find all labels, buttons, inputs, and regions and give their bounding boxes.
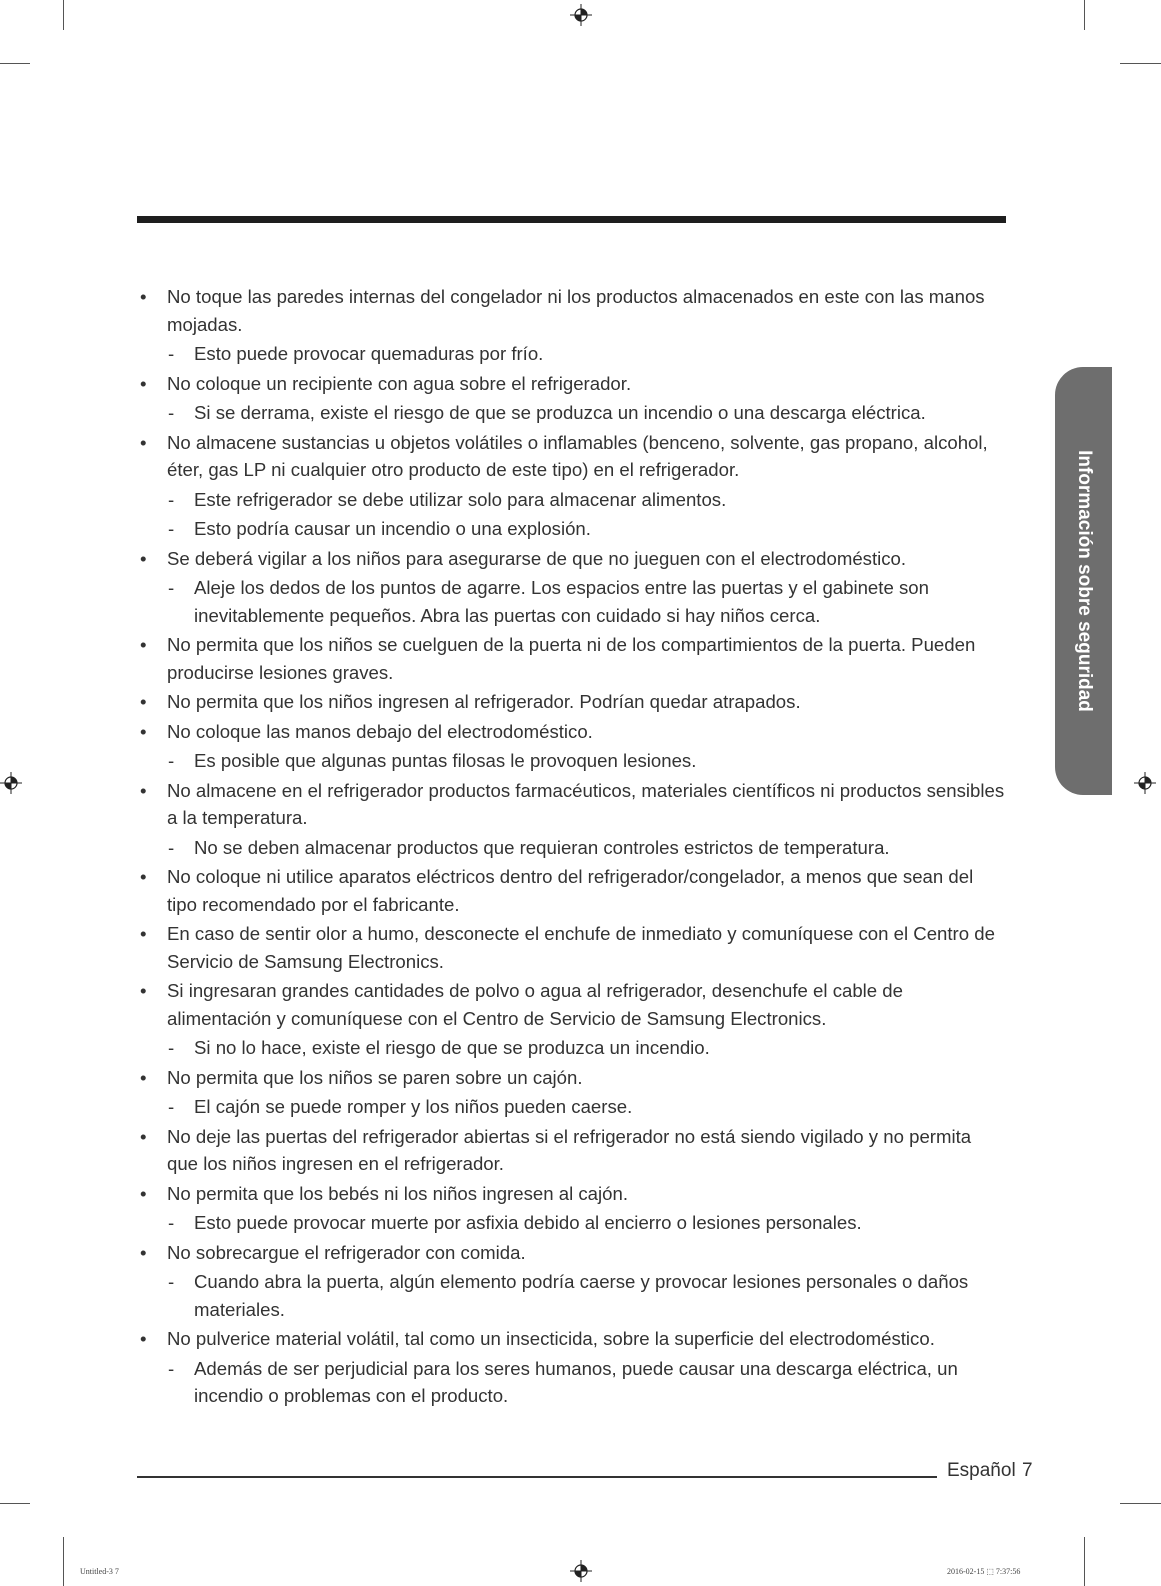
footer-rule — [137, 1476, 937, 1478]
bullet-item: • No deje las puertas del refrigerador abiertas si el refrigerador no está siendo vigilado y no permita que los niños ingresen en el refrigerador. — [137, 1123, 1007, 1178]
bullet-item: • Se deberá vigilar a los niños para asegurarse de que no jueguen con el electrodoméstico. — [137, 545, 1007, 573]
crop-mark — [1120, 1503, 1161, 1504]
safety-list — [137, 283, 1007, 1410]
sub-item: - No se deben almacenar productos que requieran controles estrictos de temperatura. — [137, 834, 1007, 862]
crop-mark — [1120, 63, 1161, 64]
sub-item: - Además de ser perjudicial para los seres humanos, puede causar una descarga eléctrica, un incendio o problemas con el producto. — [137, 1355, 1007, 1410]
bullet-item: • No permita que los niños se cuelguen de la puerta ni de los compartimientos de la puerta. Pueden producirse lesiones graves. — [137, 631, 1007, 686]
sub-item: - Este refrigerador se debe utilizar solo para almacenar alimentos. — [137, 486, 1007, 514]
print-slug-file: Untitled-3 7 — [80, 1567, 119, 1576]
bullet-item: • No almacene en el refrigerador productos farmacéuticos, materiales científicos ni productos sensibles a la temperatura. — [137, 777, 1007, 832]
registration-mark-icon — [570, 1560, 592, 1582]
print-slug-timestamp: 2016-02-15 ⬚ 7:37:56 — [947, 1567, 1021, 1576]
bullet-item: • No coloque ni utilice aparatos eléctricos dentro del refrigerador/congelador, a menos que sean del tipo recomendado por el fabricante. — [137, 863, 1007, 918]
footer-language: Español — [947, 1460, 1016, 1481]
registration-mark-icon — [570, 4, 592, 26]
registration-mark-icon — [0, 772, 22, 794]
crop-mark — [1084, 1537, 1085, 1586]
crop-mark — [63, 1537, 64, 1586]
sub-item: - Esto podría causar un incendio o una explosión. — [137, 515, 1007, 543]
crop-mark — [63, 0, 64, 30]
page-number: 7 — [1022, 1460, 1033, 1481]
sub-item: - Cuando abra la puerta, algún elemento podría caerse y provocar lesiones personales o daños materiales. — [137, 1268, 1007, 1323]
bullet-item: • No permita que los niños se paren sobre un cajón. — [137, 1064, 1007, 1092]
bullet-item: • No permita que los bebés ni los niños ingresen al cajón. — [137, 1180, 1007, 1208]
registration-mark-icon — [1134, 772, 1156, 794]
sub-item: - Esto puede provocar muerte por asfixia debido al encierro o lesiones personales. — [137, 1209, 1007, 1237]
bullet-item: • No coloque las manos debajo del electrodoméstico. — [137, 718, 1007, 746]
bullet-item: • Si ingresaran grandes cantidades de polvo o agua al refrigerador, desenchufe el cable de alimentación y comuníquese con el Centro de Servicio de Samsung Electronics. — [137, 977, 1007, 1032]
bullet-item: • No almacene sustancias u objetos volátiles o inflamables (benceno, solvente, gas propano, alcohol, éter, gas LP ni cualquier otro producto de este tipo) en el refrigerador. — [137, 429, 1007, 484]
bullet-item: • No coloque un recipiente con agua sobre el refrigerador. — [137, 370, 1007, 398]
crop-mark — [1084, 0, 1085, 30]
bullet-item: • No toque las paredes internas del congelador ni los productos almacenados en este con las manos mojadas. — [137, 283, 1007, 338]
sub-item: - Esto puede provocar quemaduras por frío. — [137, 340, 1007, 368]
safety-content — [137, 283, 1007, 1412]
section-side-tab — [1055, 367, 1112, 795]
bullet-item: • En caso de sentir olor a humo, desconecte el enchufe de inmediato y comuníquese con el Centro de Servicio de Samsung Electronics. — [137, 920, 1007, 975]
crop-mark — [0, 1503, 30, 1504]
sub-item: - Si se derrama, existe el riesgo de que se produzca un incendio o una descarga eléctrica. — [137, 399, 1007, 427]
sub-item: - Es posible que algunas puntas filosas le provoquen lesiones. — [137, 747, 1007, 775]
section-side-tab-label: Información sobre seguridad — [1073, 450, 1095, 712]
sub-item: - El cajón se puede romper y los niños pueden caerse. — [137, 1093, 1007, 1121]
bullet-item: • No permita que los niños ingresen al refrigerador. Podrían quedar atrapados. — [137, 688, 1007, 716]
crop-mark — [0, 63, 30, 64]
sub-item: - Si no lo hace, existe el riesgo de que se produzca un incendio. — [137, 1034, 1007, 1062]
bullet-item: • No pulverice material volátil, tal como un insecticida, sobre la superficie del electrodoméstico. — [137, 1325, 1007, 1353]
bullet-item: • No sobrecargue el refrigerador con comida. — [137, 1239, 1007, 1267]
sub-item: - Aleje los dedos de los puntos de agarre. Los espacios entre las puertas y el gabinete son inevitablemente pequeños. Abra las puertas con cuidado si hay niños cerca. — [137, 574, 1007, 629]
header-rule — [137, 216, 1006, 223]
